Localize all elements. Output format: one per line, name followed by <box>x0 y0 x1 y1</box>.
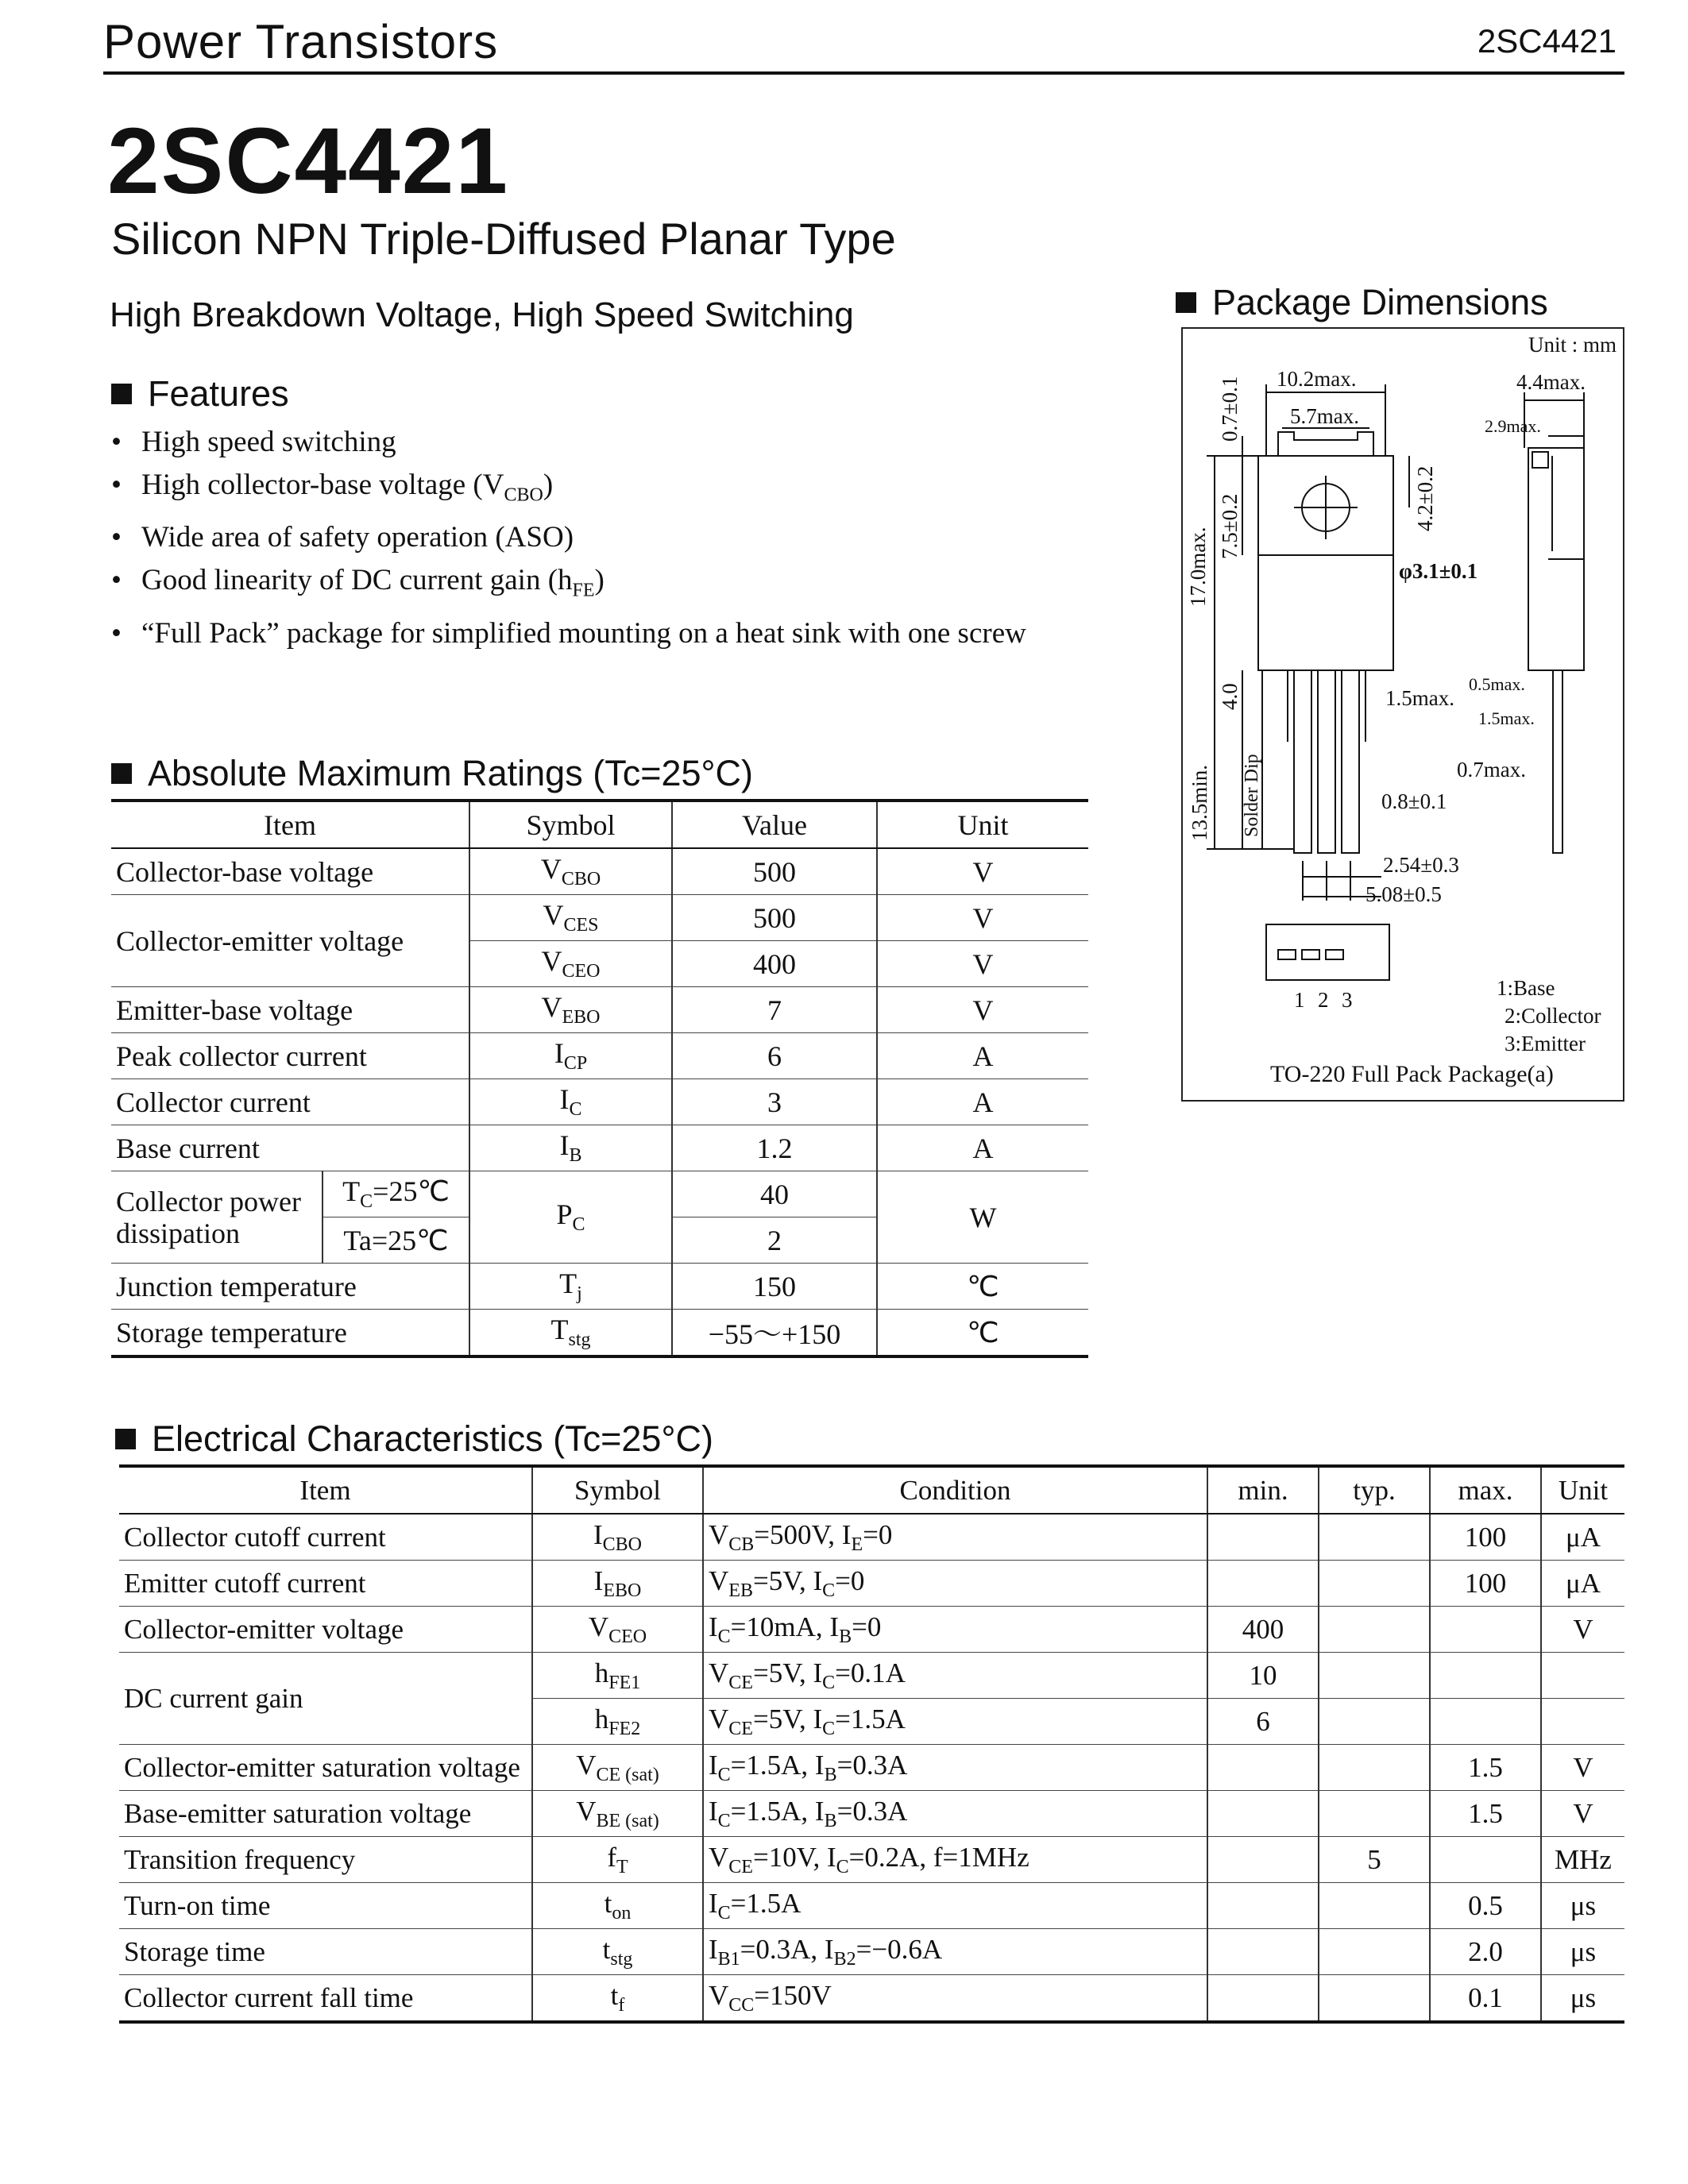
table-row: Base-emitter saturation voltage $V_{BE (sat)}$ $I_C=1.5A$, $I_B=0.3A$ 1.5 V <box>119 1791 1624 1837</box>
table-row: Collector power dissipation $T_C=25℃$ $P_C$ 40 W <box>111 1171 1088 1217</box>
table-row: Peak collector current $I_{CP}$ 6 A <box>111 1033 1088 1079</box>
table-row: Collector-emitter voltage $V_{CES}$ 500 V <box>111 895 1088 941</box>
pin-number: 1 <box>1294 988 1305 1012</box>
header-part-ref: 2SC4421 <box>1477 22 1617 60</box>
dim-inner-width: 5.7max. <box>1290 404 1359 428</box>
table-row: $V_{CEO}$ 400 V <box>111 941 1088 987</box>
ec-heading-text: Electrical Characteristics (Tc=25°C) <box>152 1418 713 1459</box>
table-header-row: Item Symbol Condition min. typ. max. Unit <box>119 1466 1624 1514</box>
dim-side-width: 2.9max. <box>1485 416 1541 436</box>
ec-heading <box>115 1418 713 1460</box>
feature-item: • Wide area of safety operation (ASO) <box>111 516 1096 559</box>
header-rule <box>103 71 1624 75</box>
table-row: Collector-emitter voltage $V_{CEO}$ $I_C=10mA$, $I_B=0$ 400 V <box>119 1607 1624 1653</box>
package-heading-text: Package Dimensions <box>1212 282 1548 322</box>
features-list <box>111 421 1096 655</box>
ec-body <box>119 1514 1624 2022</box>
table-row: Collector-base voltage $V_{CBO}$ 500 V <box>111 848 1088 895</box>
table-row: Transition frequency $f_T$ $V_{CE}=10V$, $I_C=0.2A$, f=1MHz 5 MHz <box>119 1837 1624 1883</box>
pin-label: 3:Emitter <box>1505 1032 1586 1055</box>
feature-item: • “Full Pack” package for simplified mounting on a heat sink with one screw <box>111 612 1096 655</box>
package-drawing-box <box>1181 327 1624 1102</box>
table-row: Collector current $I_C$ 3 A <box>111 1079 1088 1125</box>
package-outline-drawing <box>1183 329 1624 1102</box>
dim-thickness-max: 4.4max. <box>1516 370 1586 394</box>
dim-hole-diameter: φ3.1±0.1 <box>1399 559 1478 583</box>
dim-side-lead: 0.5max. <box>1469 674 1525 694</box>
table-row: Emitter cutoff current $I_{EBO}$ $V_{EB}=5V$, $I_C=0$ 100 μA <box>119 1561 1624 1607</box>
table-header-row: Item Symbol Value Unit <box>111 801 1088 848</box>
feature-item: • High speed switching <box>111 421 1096 464</box>
table-row: Collector-emitter saturation voltage $V_{CE (sat)}$ $I_C=1.5A$, $I_B=0.3A$ 1.5 V <box>119 1745 1624 1791</box>
section-bullet-icon <box>1176 292 1196 313</box>
table-row: Storage time $t_{stg}$ $I_{B1}=0.3A$, $I_{B2}=-0.6A$ 2.0 μs <box>119 1929 1624 1975</box>
table-row: Collector cutoff current $I_{CBO}$ $V_{CB}=500V$, $I_E=0$ 100 μA <box>119 1514 1624 1561</box>
section-bullet-icon <box>111 763 132 784</box>
section-bullet-icon <box>115 1429 136 1449</box>
pin-label: 2:Collector <box>1505 1004 1601 1028</box>
table-row: Turn-on time $t_{on}$ $I_C=1.5A$ 0.5 μs <box>119 1883 1624 1929</box>
dim-body-height: 17.0max. <box>1186 527 1210 607</box>
dim-pitch-1: 2.54±0.3 <box>1383 853 1459 877</box>
dim-hole-position: 7.5±0.2 <box>1218 493 1242 559</box>
dim-pitch-2: 5.08±0.5 <box>1365 882 1442 906</box>
pin-number: 2 <box>1318 988 1329 1012</box>
package-unit: Unit : mm <box>1528 333 1617 357</box>
dim-lead-length: 13.5min. <box>1188 764 1211 841</box>
table-row: DC current gain $h_{FE1}$ $V_{CE}=5V$, $I_C=0.1A$ 10 <box>119 1653 1624 1699</box>
dim-width-max: 10.2max. <box>1277 367 1357 391</box>
package-caption: TO-220 Full Pack Package(a) <box>1270 1061 1554 1087</box>
device-type-subtitle: Silicon NPN Triple-Diffused Planar Type <box>111 214 896 264</box>
table-row: Junction temperature $T_j$ 150 ℃ <box>111 1264 1088 1310</box>
amr-heading <box>111 753 753 794</box>
dim-top-tolerance: 0.7±0.1 <box>1218 376 1242 442</box>
device-tagline: High Breakdown Voltage, High Speed Switching <box>110 295 854 334</box>
table-row: Storage temperature $T_{stg}$ −55〜+150 ℃ <box>111 1310 1088 1357</box>
feature-item: • Good linearity of DC current gain $(h_{FE})$ <box>111 559 1096 612</box>
dim-lead-base: 4.0 <box>1218 683 1242 710</box>
dim-lead-wd: 0.8±0.1 <box>1381 789 1447 813</box>
part-number: 2SC4421 <box>107 109 510 214</box>
dim-hole-offset: 4.2±0.2 <box>1413 465 1437 531</box>
section-bullet-icon <box>111 384 132 404</box>
page-category-title: Power Transistors <box>103 15 499 68</box>
table-row: Emitter-base voltage $V_{EBO}$ 7 V <box>111 987 1088 1033</box>
feature-item: • High collector-base voltage $(V_{CBO})$ <box>111 464 1096 516</box>
absolute-maximum-ratings-table <box>111 799 1088 1358</box>
features-heading <box>111 373 289 415</box>
features-heading-text: Features <box>148 373 289 414</box>
table-row: Ta=25℃ 2 <box>111 1217 1088 1264</box>
table-row: Collector current fall time $t_f$ $V_{CC}=150V$ 0.1 μs <box>119 1975 1624 2023</box>
pin-number: 3 <box>1342 988 1353 1012</box>
table-row: Base current $I_B$ 1.2 A <box>111 1125 1088 1171</box>
dim-side-lead-2: 1.5max. <box>1478 708 1535 728</box>
table-row: $h_{FE2}$ $V_{CE}=5V$, $I_C=1.5A$ 6 <box>119 1699 1624 1745</box>
dim-lead-width: 1.5max. <box>1385 686 1454 710</box>
dim-lead-thickness: 0.7max. <box>1457 758 1526 781</box>
pin-label: 1:Base <box>1497 976 1555 1000</box>
amr-heading-text: Absolute Maximum Ratings (Tc=25°C) <box>148 753 754 793</box>
package-dimensions-heading <box>1176 282 1548 323</box>
dim-solder-dip: Solder Dip <box>1242 754 1262 837</box>
electrical-characteristics-table <box>119 1464 1624 2024</box>
